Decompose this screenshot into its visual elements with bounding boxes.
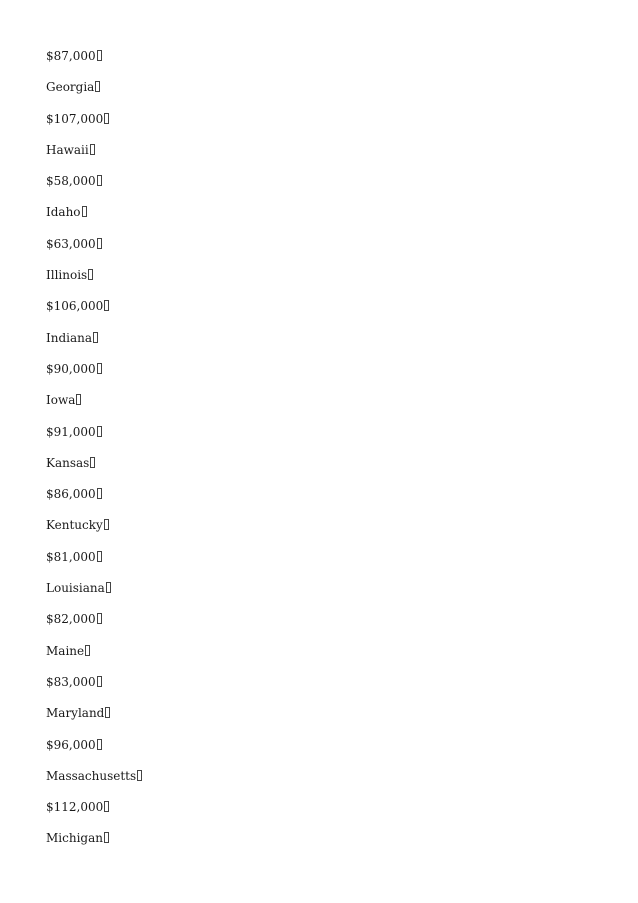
line-text: Hawaii xyxy=(46,142,89,157)
line-text: $86,000 xyxy=(46,487,96,502)
missing-glyph-icon xyxy=(97,426,102,437)
text-line xyxy=(46,329,142,360)
line-text: $107,000 xyxy=(46,111,104,126)
line-text: Massachusetts xyxy=(46,768,137,783)
text-line xyxy=(46,516,142,547)
text-line xyxy=(46,767,142,798)
text-line xyxy=(46,704,142,735)
line-text: Louisiana xyxy=(46,581,105,596)
line-text: $58,000 xyxy=(46,174,96,189)
line-text: $112,000 xyxy=(46,800,104,815)
text-line xyxy=(46,78,142,109)
line-text: $96,000 xyxy=(46,737,96,752)
missing-glyph-icon xyxy=(97,238,102,249)
text-line xyxy=(46,266,142,297)
text-line xyxy=(46,172,142,203)
line-text: Kansas xyxy=(46,455,90,470)
missing-glyph-icon xyxy=(104,113,109,124)
text-line xyxy=(46,141,142,172)
text-line xyxy=(46,610,142,641)
line-text: $87,000 xyxy=(46,49,96,63)
line-text: $81,000 xyxy=(46,549,96,564)
line-text: Indiana xyxy=(46,330,93,345)
line-text: Georgia xyxy=(46,80,95,95)
text-line xyxy=(46,203,142,234)
line-text: $106,000 xyxy=(46,299,104,314)
missing-glyph-icon xyxy=(93,332,98,343)
missing-glyph-icon xyxy=(88,269,93,280)
line-text: Michigan xyxy=(46,831,103,846)
missing-glyph-icon xyxy=(97,739,102,750)
text-line xyxy=(46,47,142,78)
text-line xyxy=(46,110,142,141)
missing-glyph-icon xyxy=(97,551,102,562)
line-text: Kentucky xyxy=(46,518,103,533)
line-text: Idaho xyxy=(46,205,81,220)
missing-glyph-icon xyxy=(97,613,102,624)
missing-glyph-icon xyxy=(97,175,102,186)
missing-glyph-icon xyxy=(104,300,109,311)
text-line xyxy=(46,798,142,829)
missing-glyph-icon xyxy=(90,457,95,468)
text-line xyxy=(46,297,142,328)
text-line xyxy=(46,391,142,422)
missing-glyph-icon xyxy=(82,206,87,217)
missing-glyph-icon xyxy=(97,363,102,374)
line-text: $63,000 xyxy=(46,236,96,251)
text-line xyxy=(46,454,142,485)
line-text: Illinois xyxy=(46,268,88,283)
missing-glyph-icon xyxy=(76,394,81,405)
text-line xyxy=(46,548,142,579)
text-line xyxy=(46,235,142,266)
text-line xyxy=(46,423,142,454)
missing-glyph-icon xyxy=(90,144,95,155)
missing-glyph-icon xyxy=(106,582,111,593)
missing-glyph-icon xyxy=(104,801,109,812)
missing-glyph-icon xyxy=(104,519,109,530)
line-text: $82,000 xyxy=(46,612,96,627)
text-line xyxy=(46,360,142,391)
text-line xyxy=(46,485,142,516)
missing-glyph-icon xyxy=(105,707,110,718)
missing-glyph-icon xyxy=(95,81,100,92)
text-line xyxy=(46,579,142,610)
text-line xyxy=(46,829,142,860)
text-line xyxy=(46,673,142,704)
line-text: $83,000 xyxy=(46,674,96,689)
missing-glyph-icon xyxy=(104,832,109,843)
missing-glyph-icon xyxy=(97,488,102,499)
missing-glyph-icon xyxy=(97,676,102,687)
missing-glyph-icon xyxy=(85,645,90,656)
line-text: $90,000 xyxy=(46,361,96,376)
text-lines xyxy=(46,47,142,861)
text-line xyxy=(46,642,142,673)
line-text: Maryland xyxy=(46,706,105,721)
line-text: Iowa xyxy=(46,393,76,408)
missing-glyph-icon xyxy=(97,50,102,61)
line-text: $91,000 xyxy=(46,424,96,439)
text-line xyxy=(46,736,142,767)
line-text: Maine xyxy=(46,643,85,658)
missing-glyph-icon xyxy=(137,770,142,781)
